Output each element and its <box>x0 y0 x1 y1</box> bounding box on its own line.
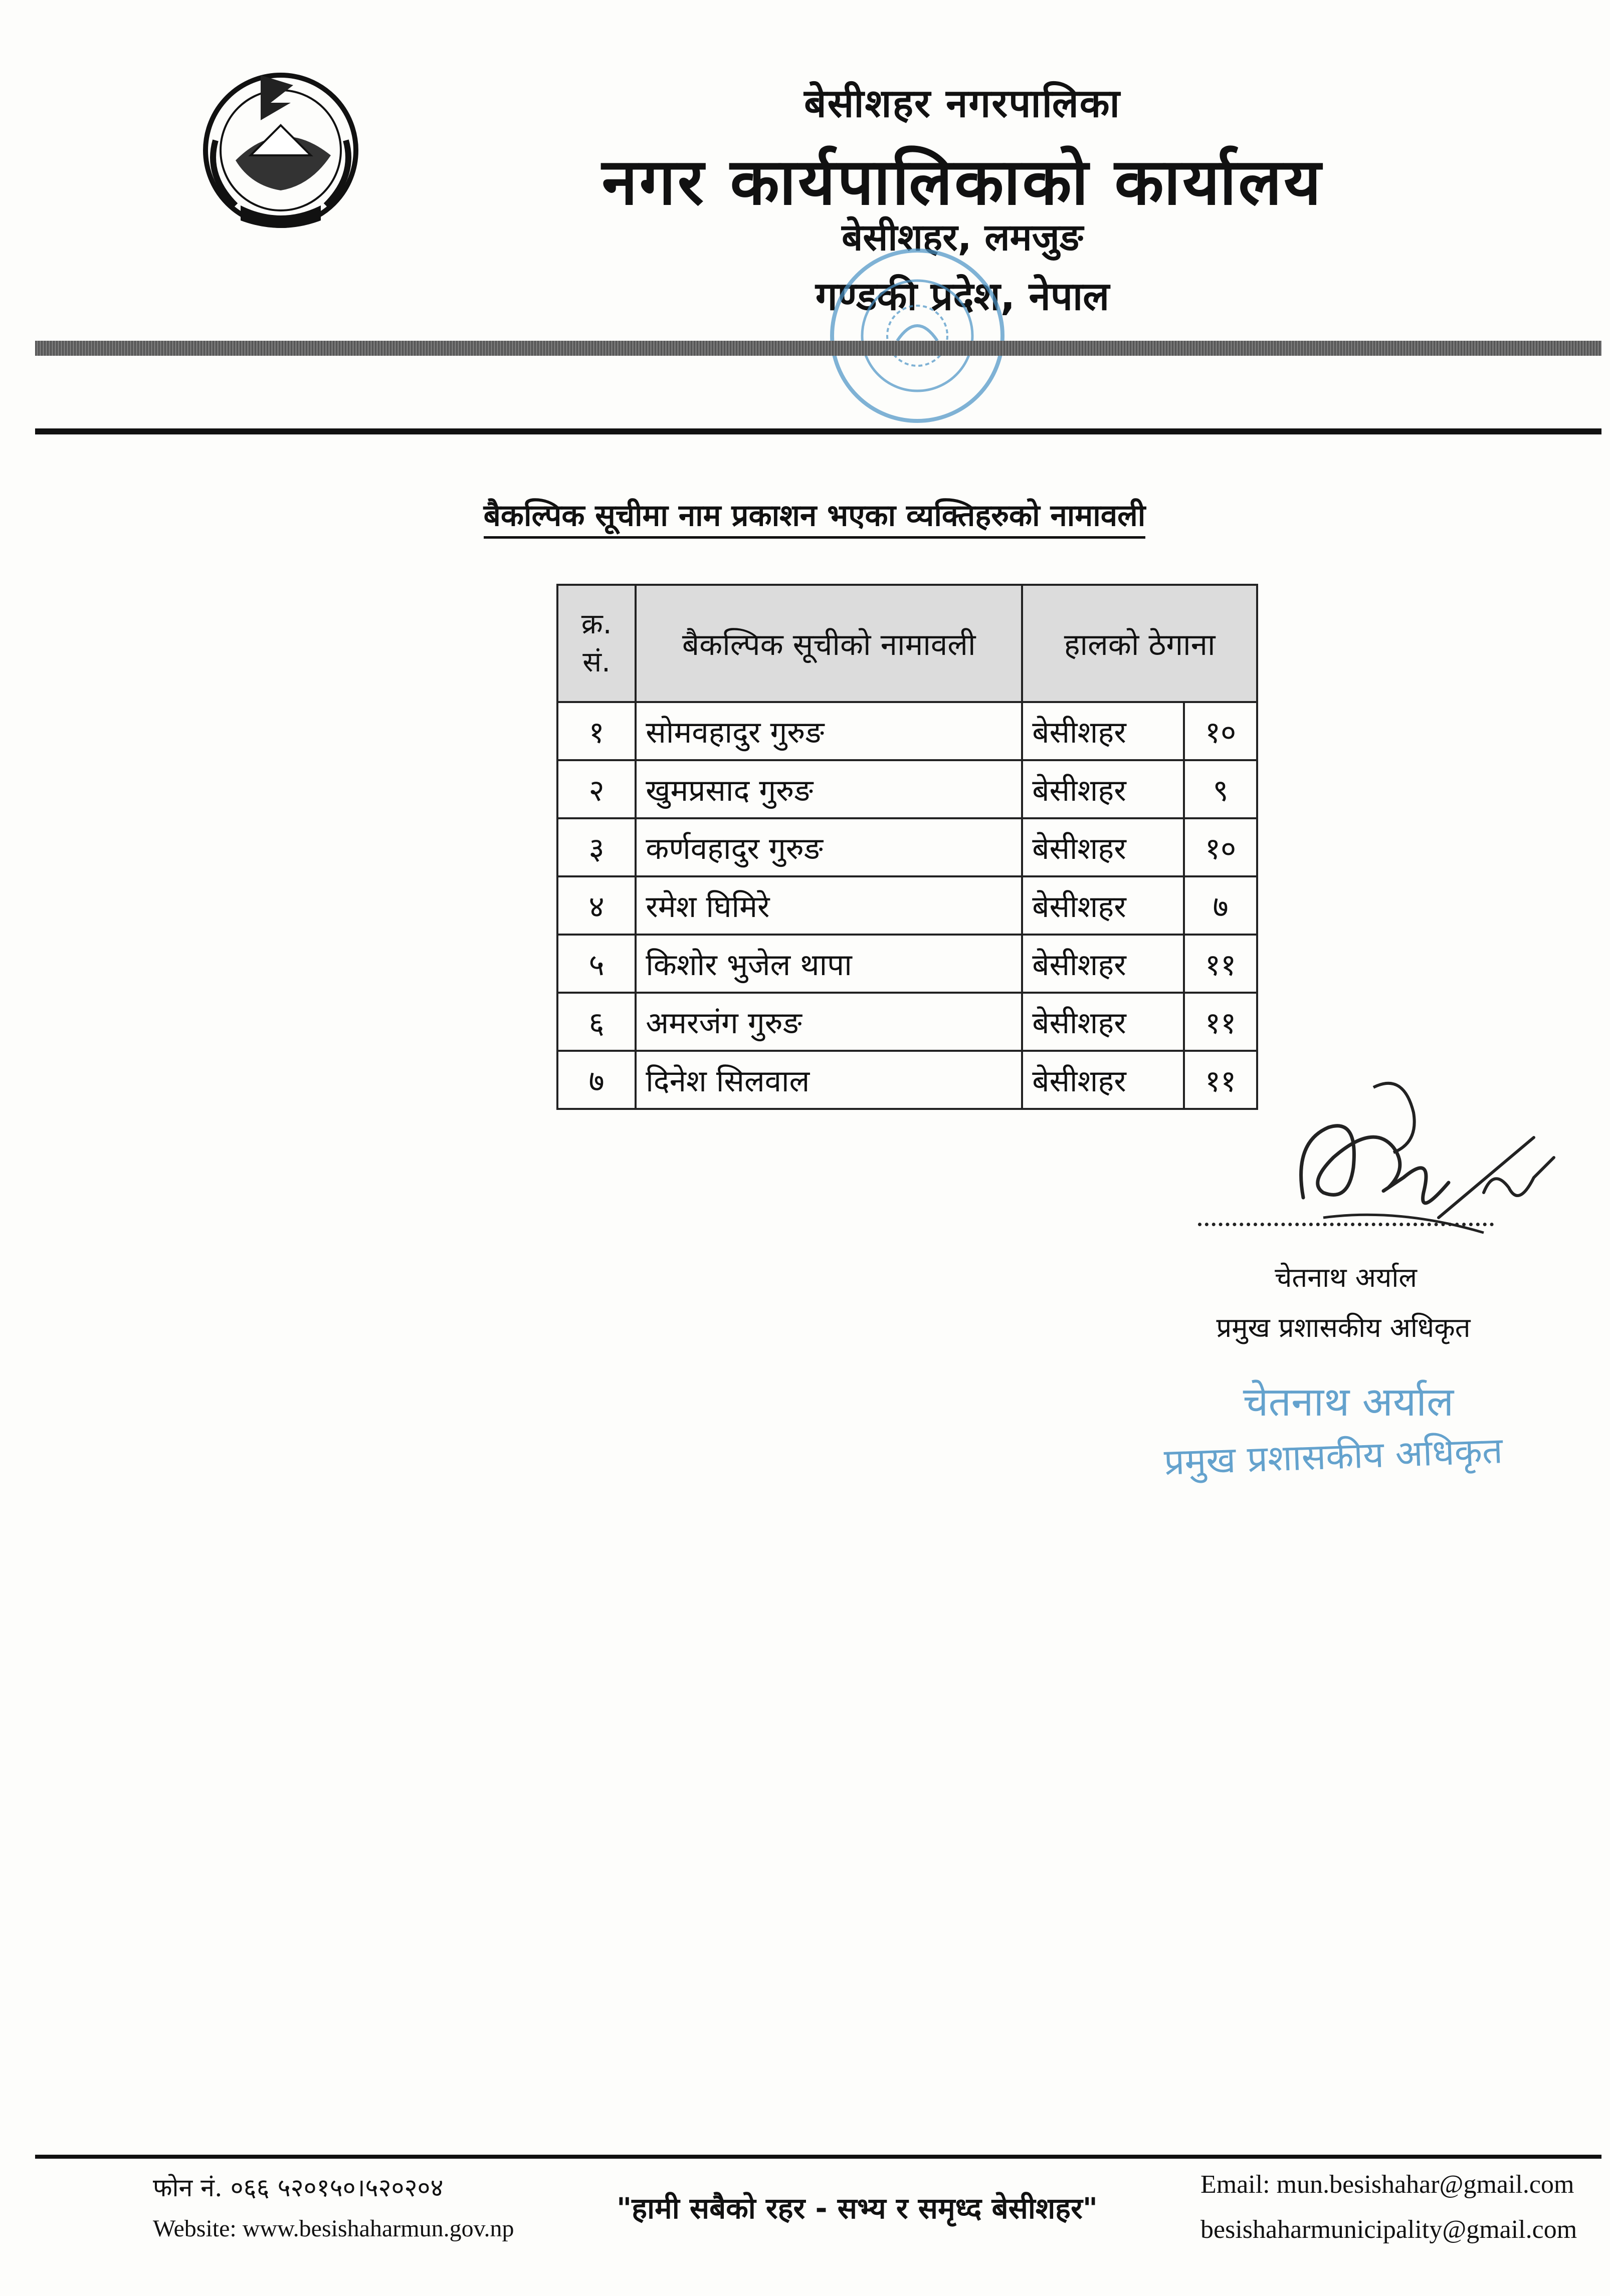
row-name: रमेश घिमिरे <box>636 876 1022 935</box>
row-name: अमरजंग गुरुङ <box>636 993 1022 1051</box>
header-thick-rule <box>35 341 1601 356</box>
stamp-signatory-name: चेतनाथ अर्याल <box>1243 1379 1454 1425</box>
footer-phone: फोन नं. ०६६ ५२०१५०।५२०२०४ <box>153 2173 444 2202</box>
footer-email-primary: Email: mun.besishahar@gmail.com <box>1200 2170 1574 2199</box>
footer-website: Website: www.besishaharmun.gov.np <box>153 2215 514 2242</box>
row-place: बेसीशहर <box>1022 876 1184 935</box>
row-place: बेसीशहर <box>1022 935 1184 993</box>
row-serial: ४ <box>557 876 636 935</box>
signatory-designation: प्रमुख प्रशासकीय अधिकृत <box>1216 1312 1471 1343</box>
office-title: नगर कार्यपालिकाको कार्यालय <box>601 145 1323 219</box>
row-serial: ६ <box>557 993 636 1051</box>
row-place: बेसीशहर <box>1022 1051 1184 1109</box>
serial-header-line2: सं. <box>582 646 611 678</box>
nepal-government-emblem-icon <box>185 55 376 236</box>
header-thin-rule <box>35 428 1601 434</box>
row-ward: १० <box>1184 702 1257 760</box>
row-ward: ११ <box>1184 1051 1257 1109</box>
signatory-name: चेतनाथ अर्याल <box>1275 1262 1417 1293</box>
table-row <box>557 1051 1257 1109</box>
row-serial: ५ <box>557 935 636 993</box>
row-name: दिनेश सिलवाल <box>636 1051 1022 1109</box>
row-name: सोमवहादुर गुरुङ <box>636 702 1022 760</box>
row-ward: १० <box>1184 818 1257 876</box>
row-serial: २ <box>557 760 636 818</box>
row-name: किशोर भुजेल थापा <box>636 935 1022 993</box>
document-title-text: बैकल्पिक सूचीमा नाम प्रकाशन भएका व्यक्तिहरुको नामावली <box>484 498 1146 539</box>
row-name: कर्णवहादुर गुरुङ <box>636 818 1022 876</box>
office-name: बेसीशहर नगरपालिका <box>804 81 1121 126</box>
footer-rule <box>35 2155 1601 2159</box>
row-place: बेसीशहर <box>1022 702 1184 760</box>
table-row <box>557 818 1257 876</box>
table-row <box>557 993 1257 1051</box>
row-ward: ७ <box>1184 876 1257 935</box>
footer-email-secondary: besishaharmunicipality@gmail.com <box>1200 2215 1577 2244</box>
row-place: बेसीशहर <box>1022 760 1184 818</box>
table-row <box>557 935 1257 993</box>
handwritten-signature-icon <box>1273 1067 1574 1258</box>
table-row <box>557 702 1257 760</box>
table-row <box>557 876 1257 935</box>
footer-motto: "हामी सबैको रहर - सभ्य र समृध्द बेसीशहर" <box>617 2191 1098 2225</box>
serial-number-header <box>557 585 636 702</box>
row-ward: ९ <box>1184 760 1257 818</box>
row-serial: ७ <box>557 1051 636 1109</box>
row-name: खुमप्रसाद गुरुङ <box>636 760 1022 818</box>
address-header: हालको ठेगाना <box>1022 585 1257 702</box>
serial-header-line1: क्र. <box>581 608 612 640</box>
row-serial: ३ <box>557 818 636 876</box>
stamp-signatory-designation: प्रमुख प्रशासकीय अधिकृत <box>1163 1429 1504 1483</box>
row-place: बेसीशहर <box>1022 993 1184 1051</box>
row-place: बेसीशहर <box>1022 818 1184 876</box>
municipality-round-stamp-icon <box>812 236 1023 436</box>
document-title <box>351 494 1278 535</box>
office-address: बेसीशहर, लमजुङ <box>842 216 1083 259</box>
row-serial: १ <box>557 702 636 760</box>
signature-line <box>1198 1223 1494 1226</box>
office-province: गण्डकी प्रदेश, नेपाल <box>815 274 1110 319</box>
table-header-row <box>557 585 1257 702</box>
alternate-list-table <box>556 584 1258 1110</box>
row-ward: ११ <box>1184 935 1257 993</box>
table-row <box>557 760 1257 818</box>
name-header: बैकल्पिक सूचीको नामावली <box>636 585 1022 702</box>
row-ward: ११ <box>1184 993 1257 1051</box>
